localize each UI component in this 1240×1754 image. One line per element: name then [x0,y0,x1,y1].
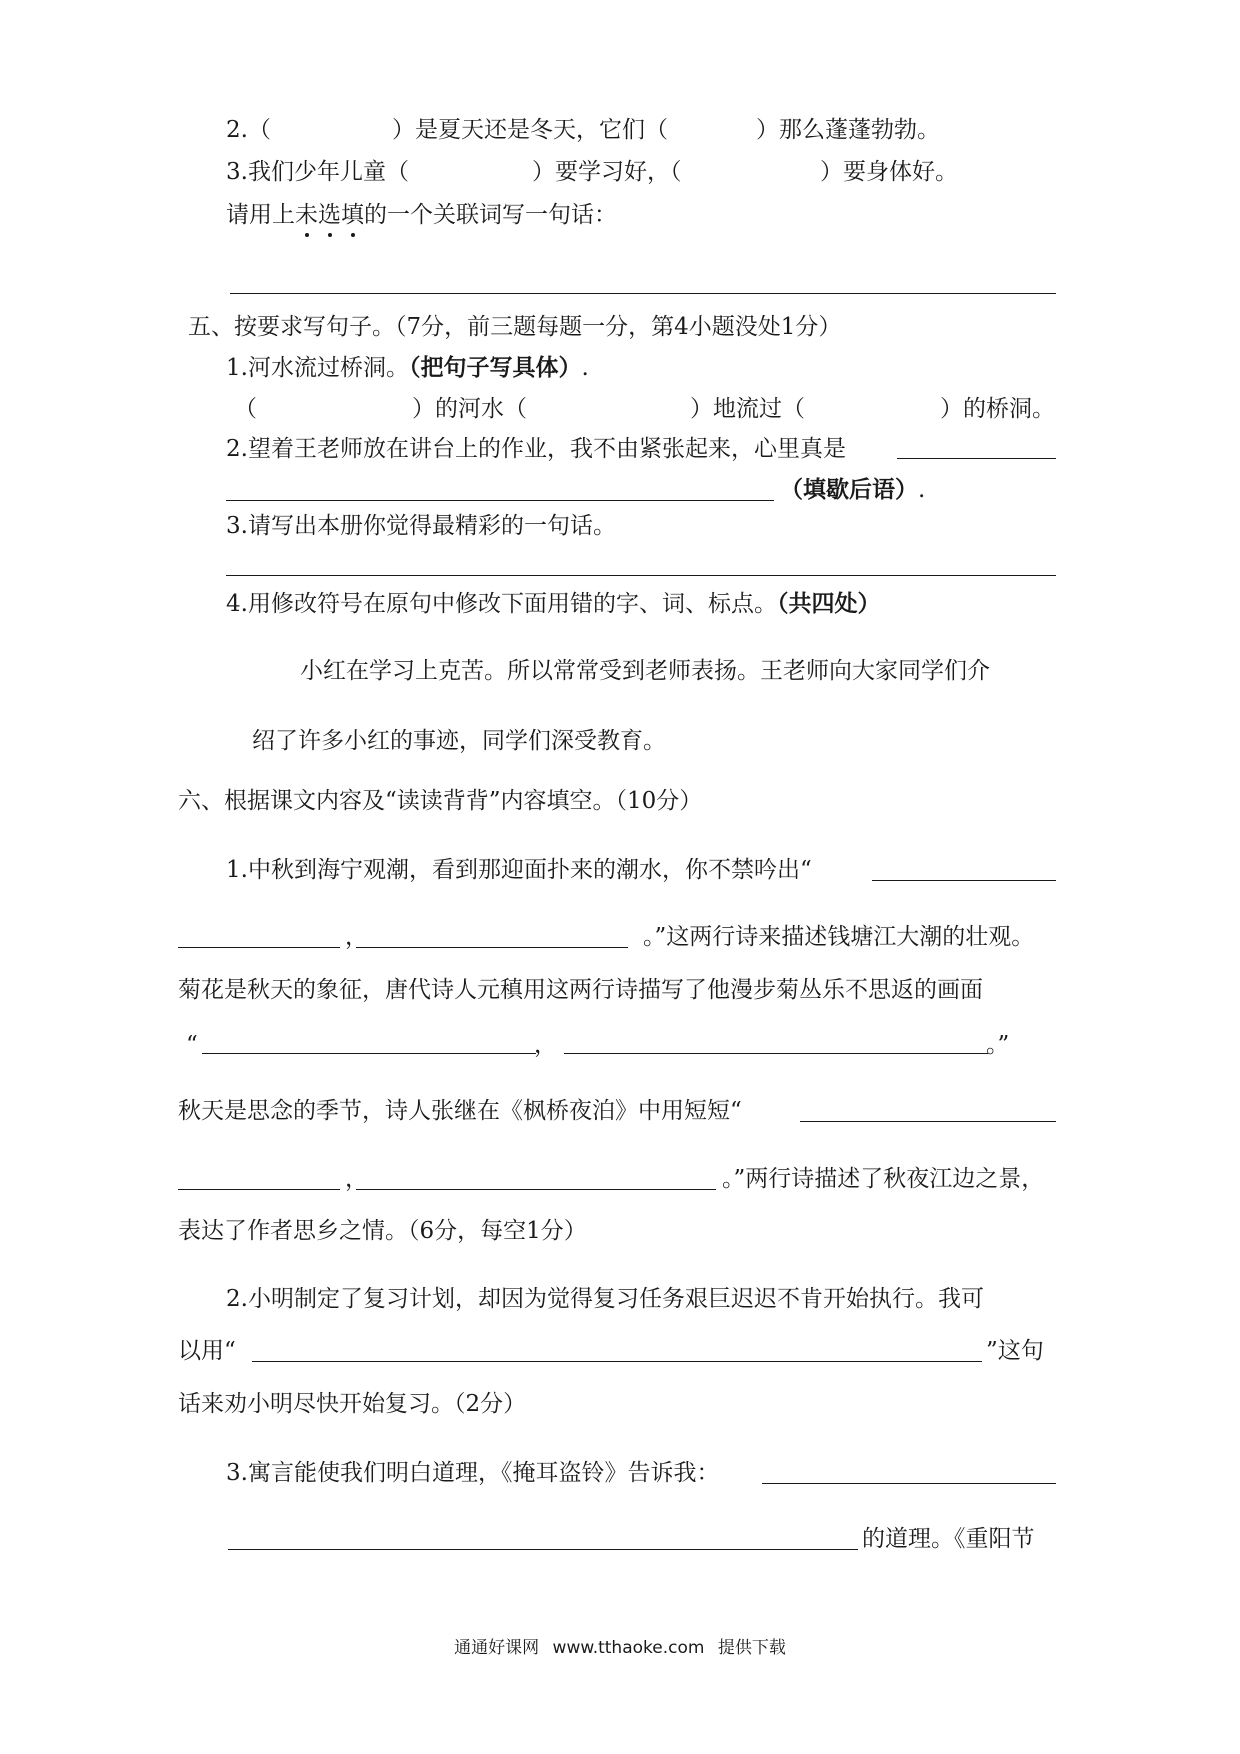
answer-blank-line[interactable] [356,947,628,948]
answer-blank-line[interactable] [252,1361,982,1362]
section-5-heading: 五、按要求写句子。（7分，前三题每题一分，第4小题没处1分） [188,314,842,340]
s5-q1-fill-c: ）地流过（ [690,396,805,422]
s5-passage-line-2: 绍了许多小红的事迹，同学们深受教育。 [252,728,666,754]
s5-q1-fill-d: ）的桥洞。 [940,396,1055,422]
s6-q1-line-7: 表达了作者思乡之情。（6分，每空1分） [178,1218,587,1244]
emphasis-dot-char: 未 [295,202,318,228]
s4-q3-part-b: ）要学习好，（ [532,159,682,185]
s5-q2-instruction [780,475,925,505]
s6-q2-line-3: 话来劝小明尽快开始复习。（2分） [178,1391,527,1417]
s4-instruction-pre: 请用上 [226,202,295,228]
s6-q2-line-1: 2.小明制定了复习计划，却因为觉得复习任务艰巨迟迟不肯开始执行。我可 [226,1286,984,1312]
answer-blank-line[interactable] [226,500,774,501]
footer-site-name: 通通好课网 [454,1638,540,1658]
s6-q3-line-2-end: 的道理。《重阳节 [862,1526,1035,1552]
s5-q2-instruction-text: （填歇后语） [780,476,918,503]
s5-q1 [226,353,589,383]
answer-blank-line[interactable] [228,1549,858,1550]
s4-q2-part-c: ）那么蓬蓬勃勃。 [756,117,940,143]
s6-q1-line-4-end: 。” [986,1032,1010,1058]
s5-q3-text: 3.请写出本册你觉得最精彩的一句话。 [226,513,616,539]
s6-q2-line-2-end: ”这句 [986,1338,1044,1364]
answer-blank-line[interactable] [872,880,1056,881]
emphasis-dot-char: 选 [318,202,341,228]
s4-q3-part-a: 3.我们少年儿童（ [226,159,409,185]
s4-q3-part-c: ）要身体好。 [820,159,958,185]
answer-blank-line[interactable] [178,947,340,948]
s5-q2-text: 2.望着王老师放在讲台上的作业，我不由紧张起来，心里真是 [226,436,846,462]
answer-blank-line[interactable] [800,1121,1056,1122]
s5-q1-instruction: （把句子写具体） [408,354,582,381]
s6-q1-line-2-end: 。”这两行诗来描述钱塘江大潮的壮观。 [643,924,1035,950]
answer-blank-line[interactable] [202,1053,536,1054]
comma: ， [534,1032,557,1058]
page-footer [0,1633,1240,1658]
s4-instruction-post: 的一个关联词写一句话： [364,202,617,228]
s4-q2-part-a: 2.（ [226,117,271,143]
answer-blank-line[interactable] [897,458,1056,459]
s6-q1-line-3: 菊花是秋天的象征，唐代诗人元稹用这两行诗描写了他漫步菊丛乐不思返的画面 [178,977,983,1003]
answer-blank-line[interactable] [230,293,1056,294]
comma: ， [345,924,368,950]
s5-q1-fill-b: ）的河水（ [412,396,527,422]
s6-q1-line-6-end: 。”两行诗描述了秋夜江边之景， [722,1166,1045,1192]
s5-q4-text: 4.用修改符号在原句中修改下面用错的字、词、标点。 [226,591,777,617]
open-quote: “ [186,1032,198,1058]
answer-blank-line[interactable] [564,1053,988,1054]
footer-note: 提供下载 [717,1638,786,1658]
s5-q1-text: 1.河水流过桥洞。 [226,355,409,381]
s6-q3-line-1: 3.寓言能使我们明白道理，《掩耳盗铃》告诉我： [226,1460,720,1486]
s4-q2-part-b: ）是夏天还是冬天，它们（ [392,117,668,143]
section-6-heading: 六、根据课文内容及“读读背背”内容填空。（10分） [178,788,703,814]
s5-q1-fill-a: （ [234,396,257,422]
s5-q2-mark: . [918,477,926,503]
s5-q4-instruction: （共四处） [776,590,881,617]
s5-q1-mark: . [581,355,589,381]
s6-q1-line-5: 秋天是思念的季节，诗人张继在《枫桥夜泊》中用短短“ [178,1098,742,1124]
s5-q4 [226,589,880,619]
answer-blank-line[interactable] [762,1483,1056,1484]
comma: ， [345,1166,368,1192]
s6-q1-line-1: 1.中秋到海宁观潮，看到那迎面扑来的潮水，你不禁吟出“ [226,857,812,883]
emphasis-dot-char: 填 [341,202,364,228]
s6-q2-line-2-start: 以用“ [178,1338,236,1364]
s5-passage-line-1: 小红在学习上克苦。所以常常受到老师表扬。王老师向大家同学们介 [300,658,990,684]
answer-blank-line[interactable] [178,1189,340,1190]
answer-blank-line[interactable] [356,1189,716,1190]
s4-instruction [226,200,617,230]
answer-blank-line[interactable] [226,575,1056,576]
footer-url[interactable]: www.tthaoke.com [552,1638,705,1658]
